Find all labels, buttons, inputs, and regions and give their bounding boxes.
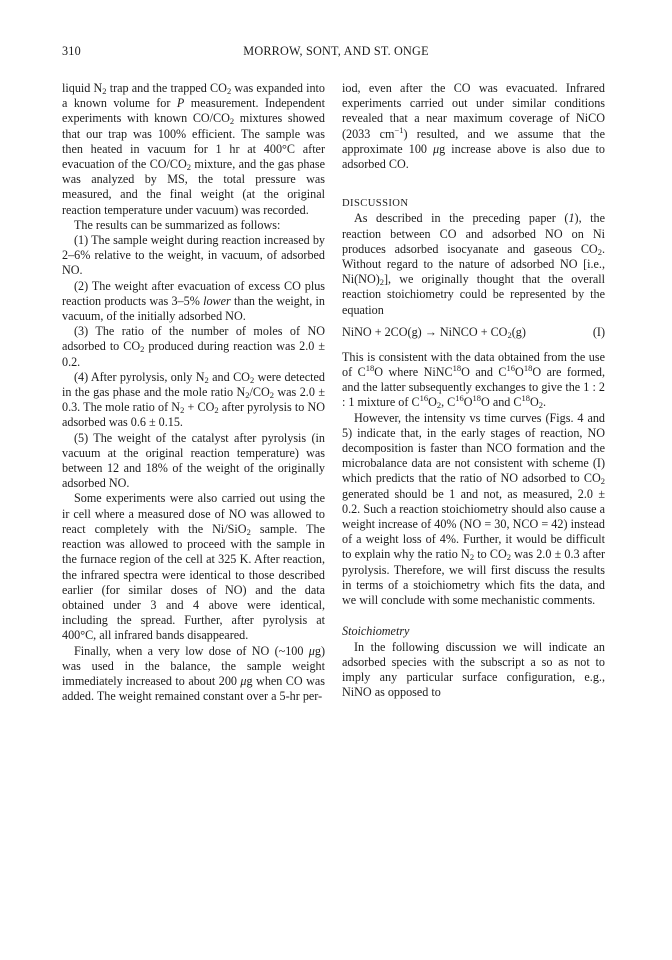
ir-cell-paragraph: Some experiments were also carried out using the ir cell where a measured dose of NO was allowed to react completely with the Ni/SiO$_2$ sample. The reaction was allowed to proceed with the sample in the furnace region of the cell at 325 K. After reaction, the infrared spectra were identical to those described earlier (for similar doses of NO) and the data obtained under 3 and 4 above were identical, including the spread. Further, after pyrolysis at 400°C, all infrared bands disappeared. <box>62 491 325 643</box>
stoichiometry-paragraph: In the following discussion we will indicate an adsorbed species with the subscript a so as not to imply any particular surface configuration, e.g., NiNO as opposed to <box>342 639 605 700</box>
continuation-paragraph: iod, even after the CO was evacuated. Infrared experiments carried out under similar conditions revealed that a near maximum coverage of NiCO (2033 $cm^{-1}$) resulted, and we assume that the approximate 100 μg increase above is also due to adsorbed CO. <box>342 81 605 172</box>
running-header <box>62 44 610 62</box>
discussion-paragraph-1: As described in the preceding paper (1), the reaction between CO and adsorbed NO on Ni produces adsorbed isocyanate and gaseous $CO_2$. Without regard to the nature of adsorbed NO [i.e., $Ni(NO)_2$], we originally thought that the overall reaction stoichiometry could be represented by the equation <box>342 211 605 317</box>
left-column <box>62 81 325 704</box>
equation-number: (I) <box>592 324 605 339</box>
result-item-1: (1) The sample weight during reaction increased by 2–6% relative to the weight, in vacuum, of adsorbed NO. <box>62 233 325 278</box>
result-item-4: (4) After pyrolysis, only $N_2$ and $CO_2$ were detected in the gas phase and the mole ratio $N_2/CO_2$ was 2.0 ± 0.3. The mole ratio of $N_2 + CO_2$ after pyrolysis to NO adsorbed was 0.6 ± 0.15. <box>62 369 325 430</box>
running-title: MORROW, SONT, AND ST. ONGE <box>243 44 429 58</box>
right-column <box>342 81 605 700</box>
result-item-2: (2) The weight after evacuation of excess CO plus reaction products was 3–5% lower than the weight, in vacuum, of the initially adsorbed NO. <box>62 278 325 324</box>
page-number: 310 <box>62 44 81 58</box>
results-intro: The results can be summarized as follows: <box>74 217 281 232</box>
method-paragraph: liquid $N_2$ trap and the trapped $CO_2$ was expanded into a known volume for P measurement. Independent experiments with known $CO/CO_2$ mixtures showed that our trap was 100% efficient. The sample was then heated in vacuum for 1 hr at 400°C after evacuation of the $CO/CO_2$ mixture, and the gas phase was analyzed by MS, the total pressure was measured, and the final weight (at the original reaction temperature under vacuum) was recorded. <box>62 81 326 217</box>
stoichiometry-heading: Stoichiometry <box>342 624 410 639</box>
discussion-paragraph-2: This is consistent with the data obtained from the use of $C^{18}O$ where NiNC$^{18}$O and $C^{16}O^{18}O$ are formed, and the latter subsequently exchanges to give the 1 : 2 : 1 mixture of $C^{16}O_2$, $C^{16}O^{18}O$ and $C^{18}O_2$. <box>342 349 605 411</box>
equation-block <box>342 322 605 344</box>
result-item-5: (5) The weight of the catalyst after pyrolysis (in vacuum at the original reaction temperature) was between 12 and 18% of the weight of the originally adsorbed NO. <box>62 430 325 491</box>
discussion-paragraph-3: However, the intensity vs time curves (Figs. 4 and 5) indicate that, in the early stages of reaction, NO decomposition is faster than NCO formation and the microbalance data are not consistent with scheme (I) which predicts that the ratio of NO adsorbed to $CO_2$ generated should be 1 and not, as measured, 2.0 ± 0.2. Such a reaction stoichiometry should also cause a weight increase of 40% (NO = 30, NCO = 42) instead of a weight loss of 4%. Further, it would be difficult to explain why the ratio $N_2$ to $CO_2$ was 2.0 ± 0.3 after pyrolysis. Therefore, we will first discuss the results in terms of a stoichiometry which fits the data, and we will conclude with some mechanistic comments. <box>342 410 605 608</box>
discussion-heading: DISCUSSION <box>342 198 409 210</box>
result-item-3: (3) The ratio of the number of moles of NO adsorbed to $CO_2$ produced during reaction was 2.0 ± 0.2. <box>62 324 325 369</box>
equation: NiNO + 2CO(g) → NiNCO + $CO_2(g)$ <box>342 324 526 340</box>
low-dose-paragraph: Finally, when a very low dose of NO (~100 μg) was used in the balance, the sample weight immediately increased to about 200 μg when CO was added. The weight remained constant over a 5-hr per- <box>62 643 326 704</box>
